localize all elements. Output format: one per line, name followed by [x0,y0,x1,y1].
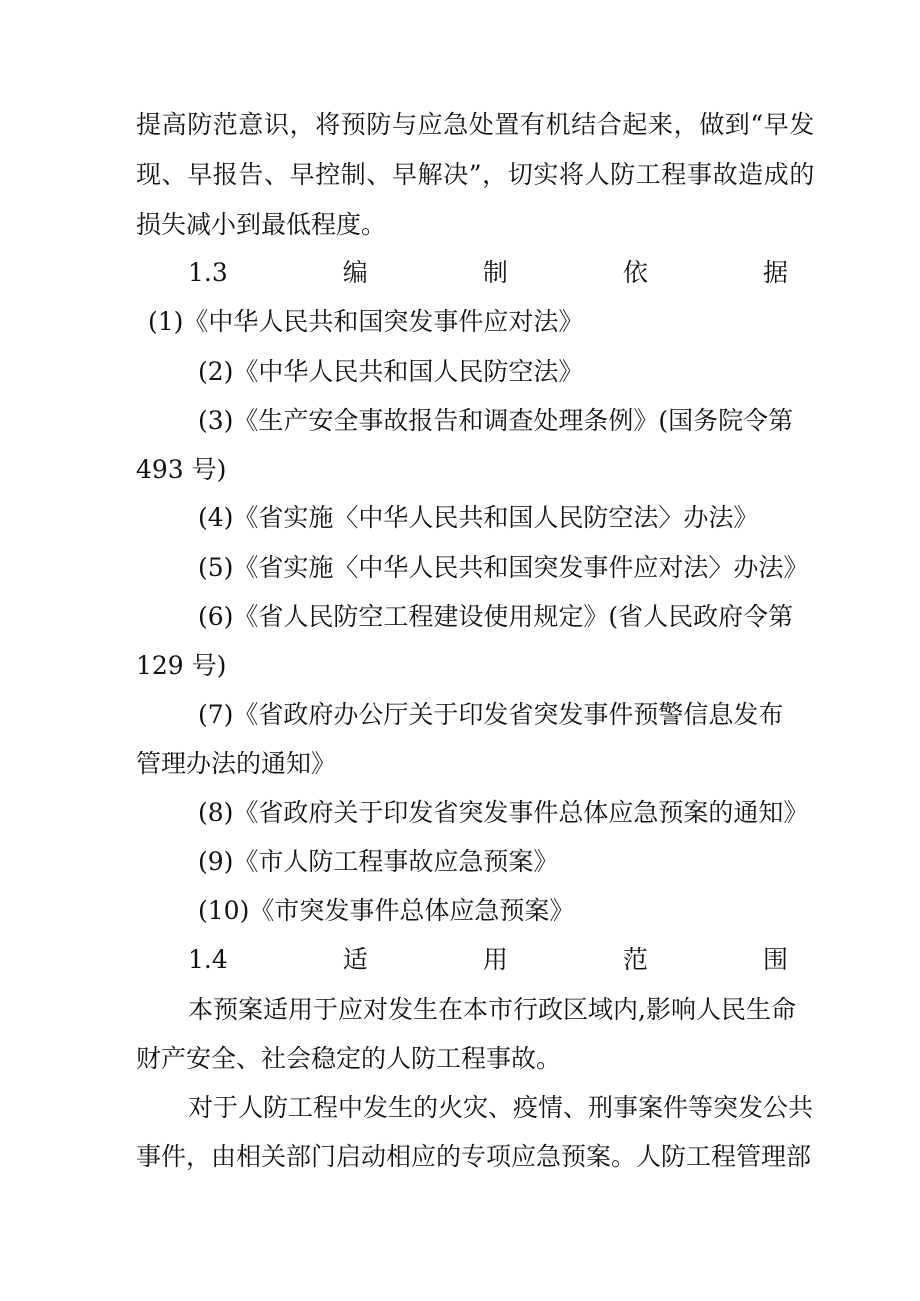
intro-line-3: 损失减小到最低程度。 [136,210,387,239]
list-item-continuation: 493 号) [136,455,227,484]
section-number: 1.4 [188,945,228,974]
list-item: (6)《省人民防空工程建设使用规定》(省人民政府令第 [198,602,794,631]
heading-char: 依 [622,258,648,287]
heading-char: 围 [762,945,788,974]
list-item: (5)《省实施〈中华人民共和国突发事件应对法〉办法》 [198,553,809,582]
list-item: (2)《中华人民共和国人民防空法》 [198,357,584,386]
section-number: 1.3 [188,258,228,287]
list-item: (10)《市突发事件总体应急预案》 [198,896,575,925]
intro-line-1: 提高防范意识，将预防与应急处置有机结合起来，做到“早发 [136,110,815,139]
paragraph-line: 本预案适用于应对发生在本市行政区域内,影响人民生命 [188,995,796,1024]
heading-char: 适 [342,945,368,974]
heading-char: 编 [342,258,368,287]
section-1-4-heading [188,945,788,975]
heading-char: 用 [482,945,508,974]
list-item: (7)《省政府办公厅关于印发省突发事件预警信息发布 [198,700,784,729]
heading-char: 范 [622,945,648,974]
list-item-continuation: 129 号) [136,651,227,680]
heading-char: 据 [762,258,788,287]
paragraph-line: 事件，由相关部门启动相应的专项应急预案。人防工程管理部 [136,1142,812,1171]
list-item: (1)《中华人民共和国突发事件应对法》 [148,307,584,336]
intro-line-2: 现、早报告、早控制、早解决”，切实将人防工程事故造成的 [136,160,815,189]
section-1-3-heading [188,258,788,288]
paragraph-line: 财产安全、社会稳定的人防工程事故。 [136,1044,562,1073]
paragraph-line: 对于人防工程中发生的火灾、疫情、刑事案件等突发公共 [188,1093,814,1122]
list-item: (3)《生产安全事故报告和调查处理条例》(国务院令第 [198,406,794,435]
list-item: (8)《省政府关于印发省突发事件总体应急预案的通知》 [198,798,809,827]
list-item: (4)《省实施〈中华人民共和国人民防空法〉办法》 [198,503,759,532]
list-item: (9)《市人防工程事故应急预案》 [198,847,559,876]
heading-char: 制 [482,258,508,287]
list-item-continuation: 管理办法的通知》 [136,749,337,778]
